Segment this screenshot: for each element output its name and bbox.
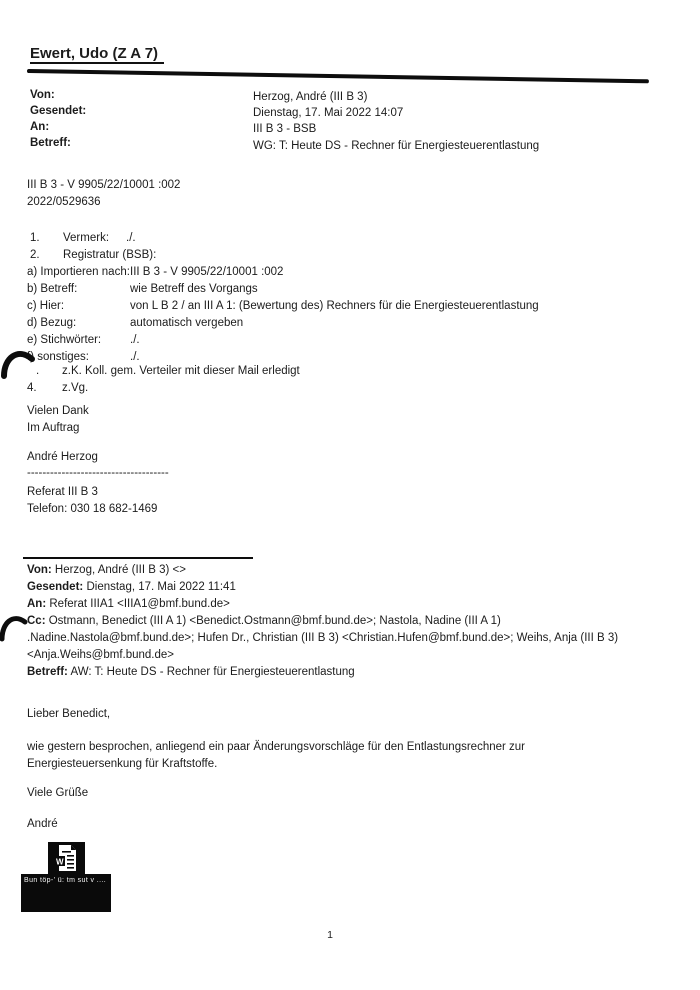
body-salutation: Lieber Benedict, xyxy=(27,708,111,720)
worklist-sub-c-label: c) Hier: xyxy=(27,300,65,312)
worklist-sub-b-label: b) Betreff: xyxy=(27,283,78,295)
worklist-sub-a-value: III B 3 - V 9905/22/10001 :002 xyxy=(130,266,284,278)
body-closing: Viele Grüße xyxy=(27,787,89,799)
email2-an-label: An: xyxy=(27,598,47,610)
field-label-an: An: xyxy=(30,121,50,133)
email2-von-line xyxy=(27,563,186,577)
email2-gesendet-value: Dienstag, 17. Mai 2022 11:41 xyxy=(86,581,236,593)
handwritten-mark-icon xyxy=(0,609,30,643)
signature-divider: ------------------------------------- xyxy=(27,467,169,479)
file-reference-number: III B 3 - V 9905/22/10001 :002 xyxy=(27,179,181,191)
body-line2: Energiesteuersenkung für Kraftstoffe. xyxy=(27,758,218,770)
field-value-gesendet: Dienstag, 17. Mai 2022 14:07 xyxy=(253,107,404,119)
email2-gesendet-label: Gesendet: xyxy=(27,581,84,593)
worklist-sub-e-value: ./. xyxy=(130,334,140,346)
signature-unit: Referat III B 3 xyxy=(27,486,98,498)
email2-an-value: Referat IIIA1 <IIIA1@bmf.bund.de> xyxy=(49,598,230,610)
email2-an-line xyxy=(27,597,230,611)
email2-cc-line3: <Anja.Weihs@bmf.bund.de> xyxy=(27,649,174,661)
word-icon-letter: W xyxy=(56,857,64,867)
attachment-filename: Bun töp-' ü: tm sut v .... xyxy=(21,874,111,912)
worklist-item1-num: 1. xyxy=(30,232,40,244)
email2-betreff-line xyxy=(27,665,355,679)
field-value-an: III B 3 - BSB xyxy=(253,123,317,135)
worklist-item1-value: ./. xyxy=(126,232,136,244)
worklist-sub-a-label: a) Importieren nach: xyxy=(27,266,130,278)
word-document-icon xyxy=(48,842,85,874)
email2-cc-label: Cc: xyxy=(27,615,46,627)
handwritten-mark-icon xyxy=(1,344,40,380)
worklist-item4-num: 4. xyxy=(27,382,37,394)
field-value-von: Herzog, André (III B 3) xyxy=(253,91,368,103)
worklist-item4-value: z.Vg. xyxy=(62,382,89,394)
worklist-sub-b-value: wie Betreff des Vorgangs xyxy=(130,283,258,295)
email2-cc-line2: .Nadine.Nastola@bmf.bund.de>; Hufen Dr., Christian (III B 3) <Christian.Hufen@bmf.bund.de>; Weihs, Anja (III B 3) xyxy=(27,632,619,644)
quoted-mail-separator xyxy=(23,557,253,559)
email2-gesendet-line xyxy=(27,580,236,594)
worklist-item1-label: Vermerk: xyxy=(63,232,110,244)
signature-on-behalf: Im Auftrag xyxy=(27,422,80,434)
worklist-sub-d-value: automatisch vergeben xyxy=(130,317,244,329)
body-sender: André xyxy=(27,818,58,830)
email2-von-label: Von: xyxy=(27,564,52,576)
field-label-betreff: Betreff: xyxy=(30,137,71,149)
worklist-item3-value: z.K. Koll. gem. Verteiler mit dieser Mail erledigt xyxy=(62,365,300,377)
field-value-betreff: WG: T: Heute DS - Rechner für Energiesteuerentlastung xyxy=(253,140,540,152)
signature-phone: Telefon: 030 18 682-1469 xyxy=(27,503,158,515)
email2-betreff-value: AW: T: Heute DS - Rechner für Energiesteuerentlastung xyxy=(70,666,355,678)
email2-von-value: Herzog, André (III B 3) <> xyxy=(54,564,186,576)
page-number: 1 xyxy=(327,929,333,941)
worklist-sub-e-label: e) Stichwörter: xyxy=(27,334,102,346)
email2-betreff-label: Betreff: xyxy=(27,666,68,678)
worklist-item3-num: . xyxy=(36,365,40,377)
worklist-sub-d-label: d) Bezug: xyxy=(27,317,77,329)
email2-cc-line xyxy=(27,614,501,628)
worklist-sub-f-label: f) sonstiges: xyxy=(27,351,89,363)
worklist-item2-num: 2. xyxy=(30,249,40,261)
worklist-item2-label: Registratur (BSB): xyxy=(63,249,157,261)
worklist-sub-f-value: ./. xyxy=(130,351,140,363)
registry-number: 2022/0529636 xyxy=(27,196,101,208)
signature-thanks: Vielen Dank xyxy=(27,405,89,417)
field-label-von: Von: xyxy=(30,89,55,101)
body-line1: wie gestern besprochen, anliegend ein paar Änderungsvorschläge für den Entlastungsrechner zur xyxy=(27,741,526,753)
signature-name: André Herzog xyxy=(27,451,98,463)
email2-cc-value: Ostmann, Benedict (III A 1) <Benedict.Ostmann@bmf.bund.de>; Nastola, Nadine (III A 1) xyxy=(48,615,501,627)
mailbox-owner-title: Ewert, Udo (Z A 7) xyxy=(30,47,164,64)
header-rule xyxy=(27,69,649,83)
field-label-gesendet: Gesendet: xyxy=(30,105,87,117)
worklist-sub-c-value: von L B 2 / an III A 1: (Bewertung des) Rechners für die Energiesteuerentlastung xyxy=(130,300,539,312)
